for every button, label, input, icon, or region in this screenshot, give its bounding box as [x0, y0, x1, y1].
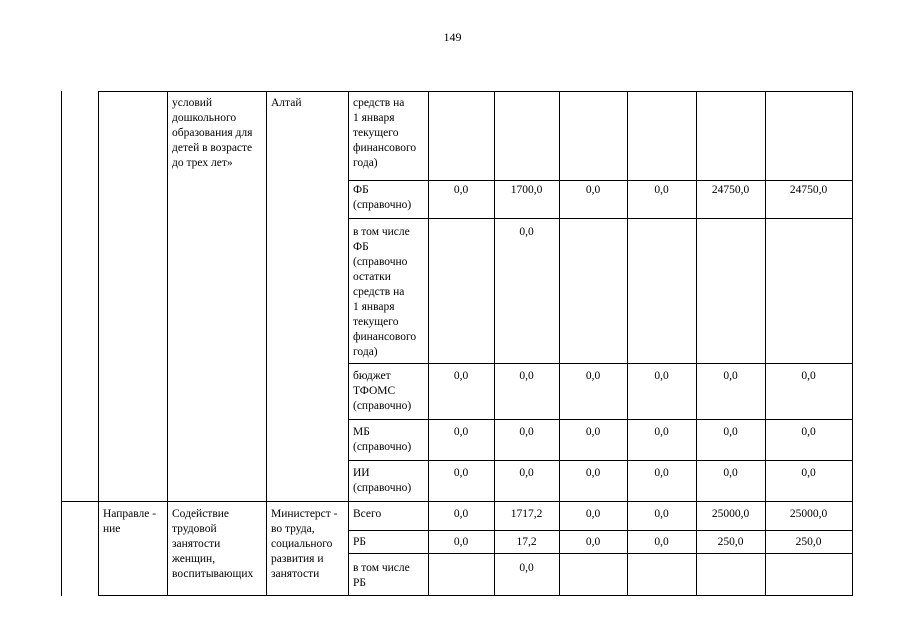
- value-cell: 0,0: [585, 508, 601, 520]
- source-cell: РБ: [353, 536, 366, 548]
- program-name-cell: Содействие трудовой занятости женщин, воспитывающих: [172, 508, 254, 580]
- source-cell: ИИ (справочно): [353, 467, 412, 494]
- source-cell: ФБ (справочно): [353, 184, 412, 211]
- value-cell: 0,0: [585, 467, 601, 479]
- direction-cell: Направле - ние: [103, 508, 157, 535]
- value-cell: 0,0: [585, 370, 601, 382]
- value-cell: 0,0: [453, 508, 469, 520]
- value-cell: 1717,2: [510, 508, 543, 520]
- value-cell: 0,0: [453, 426, 469, 438]
- source-cell: в том числе ФБ (справочно остатки средств на 1 января текущего финансового года): [353, 226, 417, 358]
- value-cell: 0,0: [654, 467, 669, 479]
- value-cell: 0,0: [654, 536, 669, 548]
- value-cell: 17,2: [516, 536, 537, 548]
- source-cell: средств на 1 января текущего финансового года): [353, 97, 417, 169]
- value-cell: 250,0: [717, 536, 744, 548]
- value-cell: 25000,0: [711, 508, 750, 520]
- page-number: 149: [443, 30, 462, 44]
- value-cell: 0,0: [519, 426, 534, 438]
- value-cell: 0,0: [519, 467, 534, 479]
- executor-cell: Министерст - во труда, социального развития и занятости: [271, 508, 338, 580]
- source-cell: МБ (справочно): [353, 426, 412, 453]
- executor-cell: Алтай: [271, 97, 302, 109]
- value-cell: 0,0: [453, 536, 469, 548]
- value-cell: 0,0: [585, 184, 601, 196]
- value-cell: 0,0: [654, 508, 669, 520]
- value-cell: 0,0: [654, 184, 669, 196]
- value-cell: 25000,0: [789, 508, 828, 520]
- value-cell: 0,0: [801, 370, 816, 382]
- value-cell: 0,0: [801, 467, 816, 479]
- source-cell: в том числе РБ: [353, 562, 410, 589]
- source-cell: бюджет ТФОМС (справочно): [353, 370, 412, 412]
- value-cell: 0,0: [723, 467, 738, 479]
- value-cell: 0,0: [723, 370, 738, 382]
- value-cell: 0,0: [453, 467, 469, 479]
- value-cell: 0,0: [723, 426, 738, 438]
- source-cell: Всего: [353, 508, 382, 520]
- value-cell: 0,0: [453, 370, 469, 382]
- value-cell: 250,0: [795, 536, 822, 548]
- value-cell: 0,0: [453, 184, 469, 196]
- value-cell: 0,0: [801, 426, 816, 438]
- value-cell: 0,0: [519, 562, 534, 574]
- value-cell: 0,0: [654, 426, 669, 438]
- value-cell: 24750,0: [789, 184, 828, 196]
- program-name-cell: условий дошкольного образования для детей в возрасте до трех лет»: [172, 97, 253, 169]
- value-cell: 0,0: [519, 226, 534, 238]
- value-cell: 24750,0: [711, 184, 750, 196]
- value-cell: 0,0: [519, 370, 534, 382]
- value-cell: 1700,0: [510, 184, 543, 196]
- value-cell: 0,0: [585, 536, 601, 548]
- value-cell: 0,0: [654, 370, 669, 382]
- value-cell: 0,0: [585, 426, 601, 438]
